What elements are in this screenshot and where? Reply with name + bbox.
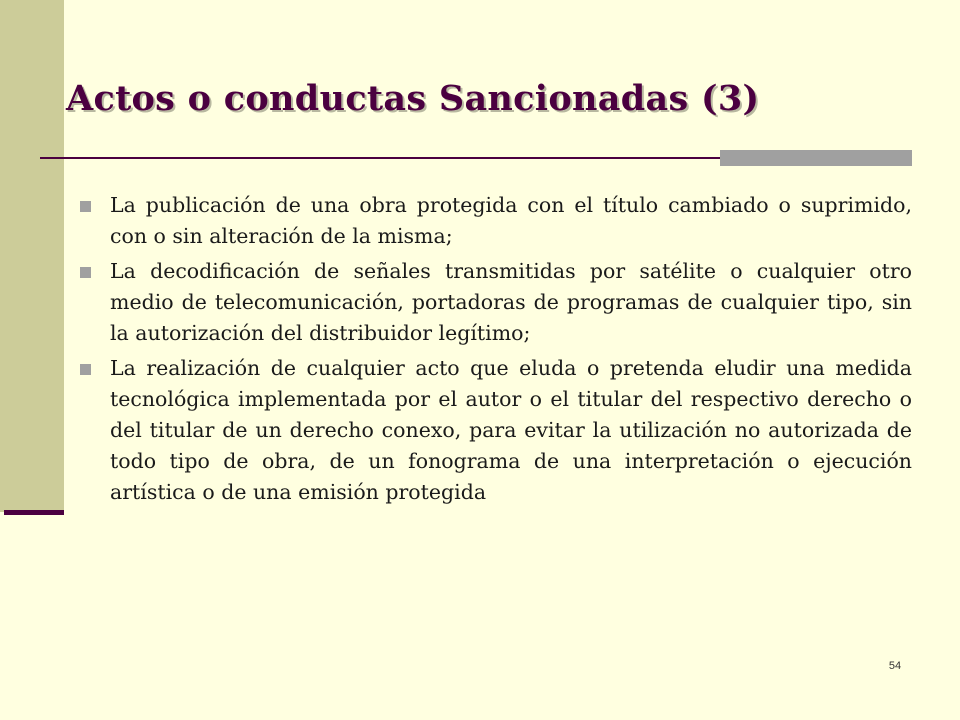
slide-title: Actos o conductas Sancionadas (3) xyxy=(66,78,760,119)
bullet-text: La publicación de una obra protegida con el título cambiado o suprimido, con o sin alteración de la misma; xyxy=(110,193,912,248)
bullet-item xyxy=(72,353,912,508)
square-bullet-icon xyxy=(80,364,91,375)
title-divider-accent xyxy=(720,150,912,166)
left-decorative-band xyxy=(0,0,64,512)
bullet-text: La decodificación de señales transmitidas por satélite o cualquier otro medio de telecomunicación, portadoras de programas de cualquier tipo, sin la autorización del distribuidor legítimo; xyxy=(110,259,912,345)
square-bullet-icon xyxy=(80,201,91,212)
left-band-underline xyxy=(4,510,64,515)
bullet-item xyxy=(72,190,912,252)
bullet-text: La realización de cualquier acto que eluda o pretenda eludir una medida tecnológica implementada por el autor o el titular del respectivo derecho o del titular de un derecho conexo, para evitar la utilización no autorizada de todo tipo de obra, de un fonograma de una interpretación o ejecución artística o de una emisión protegida xyxy=(110,356,912,504)
square-bullet-icon xyxy=(80,267,91,278)
bullet-list xyxy=(72,190,912,512)
bullet-item xyxy=(72,256,912,349)
page-number: 54 xyxy=(888,660,902,672)
